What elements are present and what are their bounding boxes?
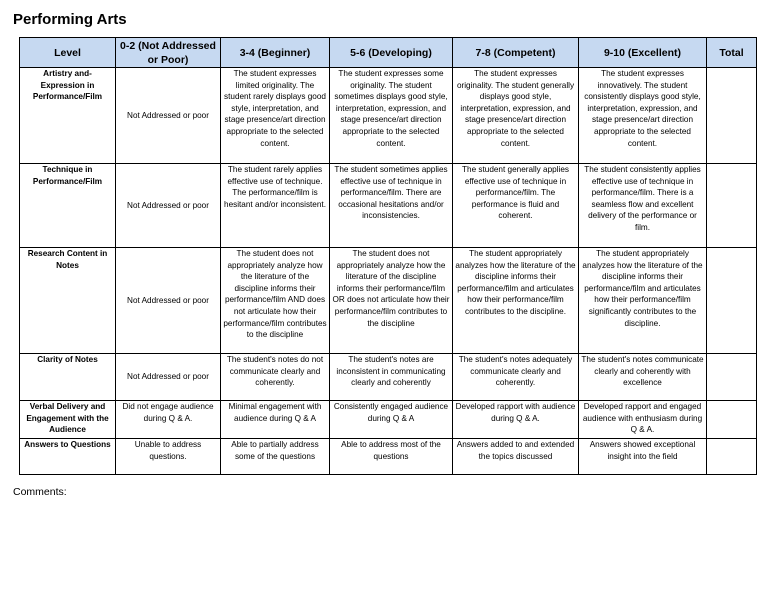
score-cell-3-4: The student rarely applies effective use of technique. The performance/film is hesitant and/or inconsistent. <box>221 164 330 248</box>
score-cell-3-4: The student's notes do not communicate clearly and coherently. <box>221 354 330 401</box>
score-cell-9-10: The student expresses innovatively. The student consistently displays good style, interpretation, expression, and stage presence/art direction appropriate to the selected content. <box>579 68 707 164</box>
column-header-developing: 5-6 (Developing) <box>330 38 453 68</box>
comments-label: Comments: <box>13 486 67 498</box>
column-header-total: Total <box>707 38 757 68</box>
table-row <box>20 248 757 354</box>
table-row <box>20 439 757 475</box>
score-cell-5-6: Consistently engaged audience during Q & A <box>330 401 453 439</box>
score-cell-0-2: Not Addressed or poor <box>116 68 221 164</box>
criterion-cell: Answers to Questions <box>20 439 116 475</box>
score-cell-5-6: The student expresses some originality. The student sometimes displays good style, interpretation, expression, and stage presence/art direction appropriate to the selected content. <box>330 68 453 164</box>
score-cell-3-4: The student does not appropriately analyze how the literature of the discipline informs their performance/film AND does not articulate how their performance/film contributes to the discipline <box>221 248 330 354</box>
page-title: Performing Arts <box>13 11 127 28</box>
score-cell-0-2: Did not engage audience during Q & A. <box>116 401 221 439</box>
score-cell-5-6: The student sometimes applies effective use of technique in performance/film. There are occasional hesitations and/or inconsistencies. <box>330 164 453 248</box>
table-row <box>20 354 757 401</box>
score-cell-0-2: Not Addressed or poor <box>116 248 221 354</box>
total-cell[interactable] <box>707 68 757 164</box>
score-cell-9-10: The student consistently applies effective use of technique in performance/film. There is a seamless flow and excellent delivery of the performance or film. <box>579 164 707 248</box>
column-header-competent: 7-8 (Competent) <box>453 38 579 68</box>
score-cell-3-4: The student expresses limited originality. The student rarely displays good style, interpretation, and stage presence/art direction appropriate to the selected content. <box>221 68 330 164</box>
total-cell[interactable] <box>707 354 757 401</box>
criterion-cell: Technique in Performance/Film <box>20 164 116 248</box>
score-cell-3-4: Able to partially address some of the questions <box>221 439 330 475</box>
score-cell-3-4: Minimal engagement with audience during Q & A <box>221 401 330 439</box>
rubric-table <box>19 37 757 475</box>
column-header-excellent: 9-10 (Excellent) <box>579 38 707 68</box>
score-cell-5-6: The student does not appropriately analyze how the literature of the discipline informs their performance/film OR does not articulate how their performance/film contributes to the discipline <box>330 248 453 354</box>
score-cell-9-10: The student appropriately analyzes how the literature of the discipline informs their performance/film and articulates how their performance/film significantly contributes to the discipline. <box>579 248 707 354</box>
column-header-level: Level <box>20 38 116 68</box>
score-cell-7-8: The student generally applies effective use of technique in performance/film. The performance is fluid and coherent. <box>453 164 579 248</box>
score-cell-5-6: Able to address most of the questions <box>330 439 453 475</box>
column-header-beginner: 3-4 (Beginner) <box>221 38 330 68</box>
total-cell[interactable] <box>707 164 757 248</box>
table-row <box>20 401 757 439</box>
table-row <box>20 68 757 164</box>
score-cell-7-8: The student expresses originality. The student generally displays good style, interpretation, expression, and stage presence/art direction appropriate to the selected content. <box>453 68 579 164</box>
score-cell-0-2: Not Addressed or poor <box>116 354 221 401</box>
score-cell-9-10: Developed rapport and engaged audience with enthusiasm during Q & A. <box>579 401 707 439</box>
score-cell-7-8: The student's notes adequately communicate clearly and coherently. <box>453 354 579 401</box>
total-cell[interactable] <box>707 248 757 354</box>
score-cell-0-2: Unable to address questions. <box>116 439 221 475</box>
score-cell-7-8: Answers added to and extended the topics discussed <box>453 439 579 475</box>
criterion-cell: Artistry and-Expression in Performance/Film <box>20 68 116 164</box>
table-row <box>20 164 757 248</box>
score-cell-9-10: Answers showed exceptional insight into the field <box>579 439 707 475</box>
score-cell-0-2: Not Addressed or poor <box>116 164 221 248</box>
total-cell[interactable] <box>707 439 757 475</box>
total-cell[interactable] <box>707 401 757 439</box>
column-header-not-addressed: 0-2 (Not Addressed or Poor) <box>116 38 221 68</box>
criterion-cell: Research Content in Notes <box>20 248 116 354</box>
criterion-cell: Clarity of Notes <box>20 354 116 401</box>
score-cell-7-8: The student appropriately analyzes how the literature of the discipline informs their performance/film and articulates how their performance/film contributes to the discipline. <box>453 248 579 354</box>
score-cell-9-10: The student's notes communicate clearly and coherently with excellence <box>579 354 707 401</box>
score-cell-5-6: The student's notes are inconsistent in communicating clearly and coherently <box>330 354 453 401</box>
header-row <box>20 38 757 68</box>
score-cell-7-8: Developed rapport with audience during Q & A. <box>453 401 579 439</box>
criterion-cell: Verbal Delivery and Engagement with the Audience <box>20 401 116 439</box>
